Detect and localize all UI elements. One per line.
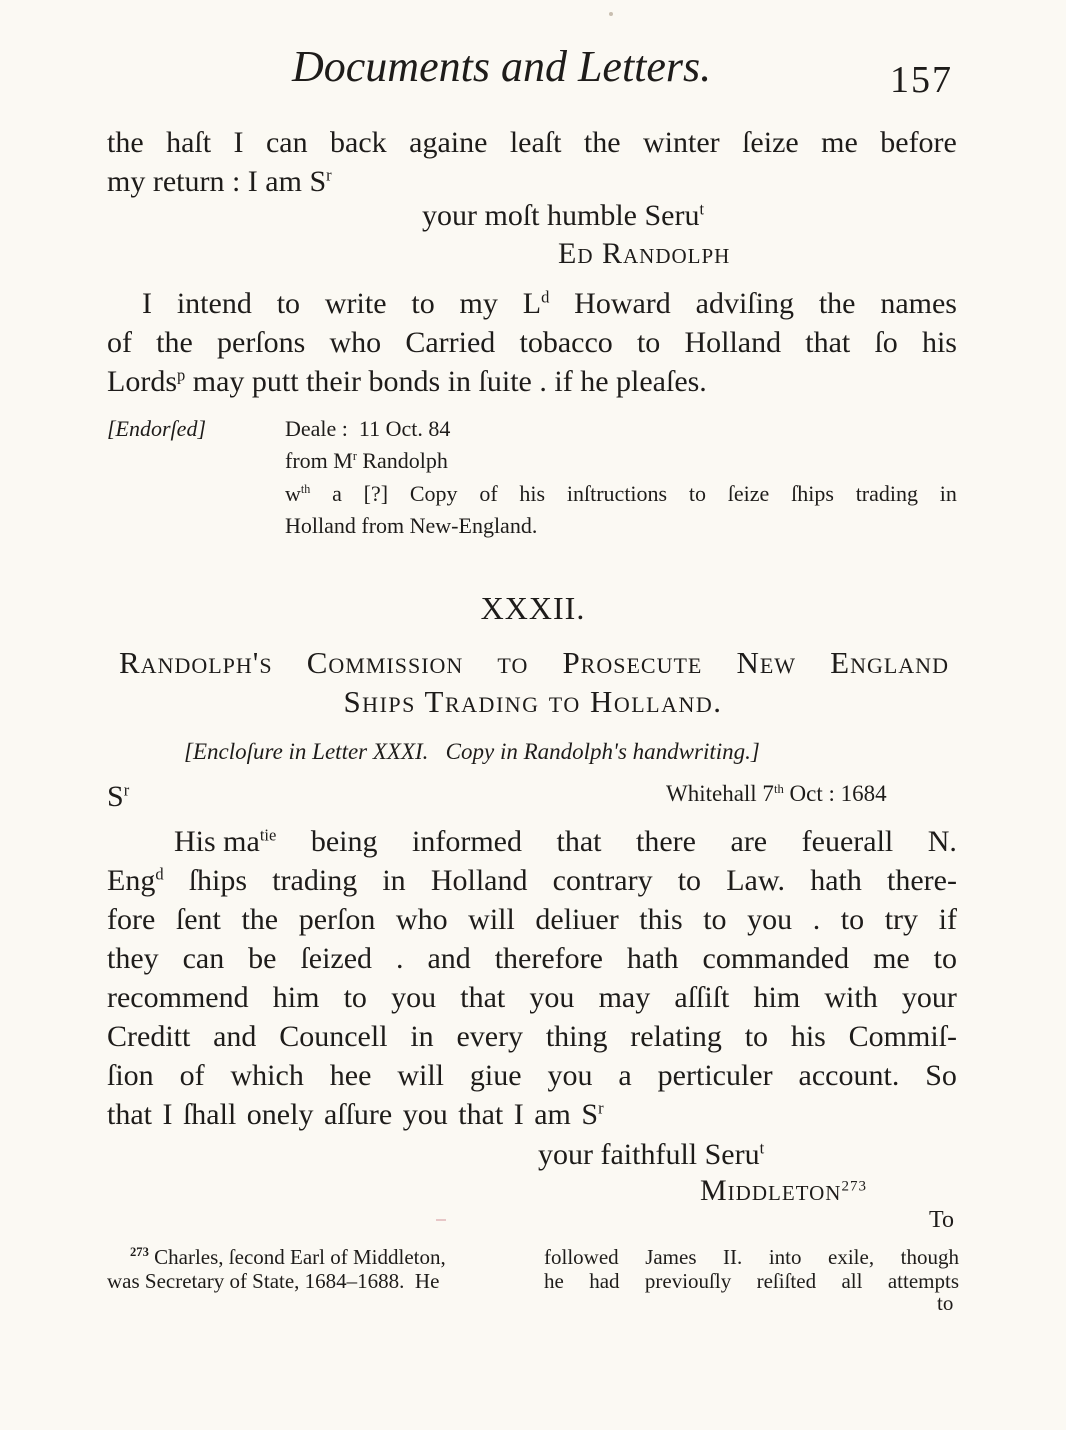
- word: you: [529, 981, 575, 1014]
- word: if: [938, 903, 957, 936]
- word: Councell: [279, 1020, 388, 1053]
- word: him: [272, 981, 320, 1014]
- letter2-dateline: [666, 780, 887, 808]
- word: to: [744, 1020, 769, 1053]
- footnote-right-line-2: [544, 1269, 959, 1293]
- word: New: [736, 645, 797, 680]
- dateline-place: Whitehall 7: [666, 781, 774, 806]
- word: his: [790, 1020, 826, 1053]
- word: all: [841, 1269, 863, 1293]
- word: of: [179, 1059, 205, 1092]
- word: followed: [544, 1245, 619, 1269]
- footnote-left-line-2: was Secretary of State, 1684–1688. He: [107, 1269, 440, 1293]
- letter2-closing: [538, 1140, 764, 1170]
- footnote-text: Charles, ſecond Earl of Middleton,: [148, 1245, 446, 1269]
- letter1-closing-text: your moſt humble Seru: [422, 199, 700, 232]
- word: perſon: [298, 903, 376, 936]
- word: to: [703, 903, 727, 936]
- ps-word: Howard: [574, 287, 671, 320]
- l2-word: Eng: [107, 864, 156, 897]
- word: attempts: [887, 1269, 959, 1293]
- ps-lords: Lords: [107, 365, 177, 398]
- endorse-w: w: [285, 481, 301, 506]
- word: in: [410, 1020, 434, 1053]
- letter1-line-2: [107, 167, 332, 197]
- letter2-line-2: [107, 866, 957, 896]
- word: his: [921, 326, 957, 359]
- word: with: [824, 981, 878, 1014]
- word: leaſt: [509, 126, 562, 159]
- word: who: [329, 326, 382, 359]
- l2-word: hath: [810, 864, 862, 897]
- word: can: [182, 942, 225, 975]
- word: of: [107, 326, 132, 359]
- letter2-line-7: [107, 1061, 957, 1091]
- letter2-line-6: [107, 1022, 957, 1052]
- section-title-line-2: Ships Trading to Holland.: [343, 684, 723, 719]
- l2-word: to: [677, 864, 702, 897]
- sup-d: d: [541, 287, 550, 307]
- section-title-line-1: [119, 645, 949, 681]
- word: James: [645, 1245, 697, 1269]
- sup-r: r: [598, 1098, 604, 1118]
- word: Holland: [684, 326, 782, 359]
- signature-middleton: Middleton: [700, 1174, 842, 1207]
- word: your: [901, 981, 957, 1014]
- word: try: [884, 903, 919, 936]
- l2-word: there-: [887, 864, 957, 897]
- letter1-signature: Ed Randolph: [558, 237, 731, 270]
- ps-word: to: [276, 287, 301, 320]
- endorse-word: in: [939, 481, 957, 506]
- word: hath: [626, 942, 679, 975]
- postscript-line-2: [107, 328, 957, 358]
- word: haſt: [166, 126, 212, 159]
- dateline-date: Oct : 1684: [783, 781, 887, 806]
- ps-word-lord: [523, 289, 550, 319]
- ps-word: intend: [176, 287, 252, 320]
- word: thing: [545, 1020, 608, 1053]
- word: tobacco: [519, 326, 613, 359]
- word: commanded: [702, 942, 850, 975]
- word: though: [900, 1245, 959, 1269]
- word: to: [933, 942, 957, 975]
- l2-word: contrary: [552, 864, 653, 897]
- page-mark: [436, 1219, 446, 1221]
- footnote-ref: 273: [841, 1178, 867, 1195]
- l2-word: informed: [412, 825, 522, 858]
- word: me: [821, 126, 858, 159]
- word: the: [156, 326, 193, 359]
- endorsement-label: [Endorſed]: [107, 416, 206, 441]
- word: recommend: [107, 981, 249, 1014]
- ps-word: to: [411, 287, 435, 320]
- word: will: [397, 1059, 444, 1092]
- ps-word: adviſing: [695, 287, 794, 320]
- ps-word: the: [818, 287, 856, 320]
- word: England: [830, 645, 949, 680]
- endorsement-line-3: [285, 482, 957, 506]
- endorse-with: [285, 482, 310, 506]
- word: winter: [643, 126, 720, 159]
- footnote-left-line-1: [130, 1245, 446, 1269]
- l2-word: in: [382, 864, 406, 897]
- word: who: [395, 903, 448, 936]
- letter2-line-4: [107, 944, 957, 974]
- word: to: [497, 645, 529, 680]
- word: II.: [723, 1245, 743, 1269]
- word: that: [805, 326, 851, 359]
- word: you: [747, 903, 793, 936]
- l2-word: His ma: [174, 825, 260, 858]
- sup-r: r: [123, 780, 130, 800]
- word: the: [241, 903, 279, 936]
- endorse-word: his: [519, 481, 546, 506]
- word: ſion: [107, 1059, 154, 1092]
- postscript-line-1: [142, 289, 957, 319]
- endorsement-line-2: [285, 449, 448, 473]
- running-title: Documents and Letters.: [292, 42, 712, 91]
- word: may: [598, 981, 651, 1014]
- word: a: [618, 1059, 632, 1092]
- l2-word: ſhips: [188, 864, 248, 897]
- sup-r: r: [326, 165, 332, 185]
- endorse-word: to: [688, 481, 707, 506]
- postscript-line-3: [107, 367, 707, 397]
- l2-word: feuerall: [801, 825, 894, 858]
- letter2-line-3: [107, 905, 957, 935]
- word: can: [265, 126, 308, 159]
- section-number: XXXII.: [480, 590, 586, 626]
- page-number: 157: [890, 59, 953, 101]
- word: Creditt: [107, 1020, 191, 1053]
- l2-word: there: [636, 825, 696, 858]
- enclosure-note: [Encloſure in Letter XXXI. Copy in Randolph's handwriting.]: [184, 739, 760, 764]
- word: had: [589, 1269, 620, 1293]
- word: will: [468, 903, 515, 936]
- word: hee: [329, 1059, 372, 1092]
- word: which: [230, 1059, 304, 1092]
- l2-word: Law.: [726, 864, 786, 897]
- word: exile,: [828, 1245, 875, 1269]
- word: Randolph's: [119, 645, 273, 680]
- ps-word: write: [324, 287, 387, 320]
- word: that: [460, 981, 506, 1014]
- word: ſent: [175, 903, 221, 936]
- sup-d: d: [155, 864, 164, 884]
- word: perticuler: [657, 1059, 773, 1092]
- word: account.: [798, 1059, 900, 1092]
- word: ſeize: [742, 126, 799, 159]
- word: againe: [409, 126, 488, 159]
- word: deliuer: [535, 903, 619, 936]
- word: aſſiſt: [674, 981, 730, 1014]
- word: and: [213, 1020, 257, 1053]
- l2-word: N.: [927, 825, 957, 858]
- l2-word-majesty: [174, 827, 276, 857]
- l2-word: that: [556, 825, 602, 858]
- letter2-salutation: [107, 780, 129, 814]
- sup-p: p: [177, 365, 186, 385]
- sup-t: t: [759, 1138, 765, 1158]
- ps-word: I: [142, 287, 152, 320]
- letter2-signature: [700, 1176, 867, 1206]
- word: So: [925, 1059, 957, 1092]
- letter2-line-8: [107, 1100, 604, 1130]
- word: you: [391, 981, 437, 1014]
- endorse-word: trading: [855, 481, 919, 506]
- word: be: [248, 942, 277, 975]
- footnote-right-line-1: [544, 1245, 959, 1269]
- sup-th: th: [773, 781, 784, 796]
- word: giue: [469, 1059, 522, 1092]
- word: they: [107, 942, 159, 975]
- word: into: [768, 1245, 802, 1269]
- word: ſeized: [300, 942, 373, 975]
- word: and: [427, 942, 471, 975]
- ps-word: names: [880, 287, 957, 320]
- word: Prosecute: [562, 645, 703, 680]
- l2-word: being: [310, 825, 378, 858]
- word: I: [233, 126, 244, 159]
- letter2-line-5: [107, 983, 957, 1013]
- endorse-word: a: [332, 481, 342, 506]
- word: relating: [630, 1020, 722, 1053]
- catchword: To: [929, 1207, 954, 1233]
- word: Commission: [306, 645, 464, 680]
- letter1-line-1: [107, 128, 957, 158]
- endorsement-line-1: Deale : 11 Oct. 84: [285, 416, 451, 441]
- word: you: [547, 1059, 593, 1092]
- l2-word-england: [107, 866, 164, 896]
- word: to: [636, 326, 661, 359]
- word: .: [812, 903, 821, 936]
- ps-line-3-rest: may putt their bonds in ſuite . if he pleaſes.: [185, 365, 707, 398]
- word: every: [456, 1020, 524, 1053]
- word: the: [583, 126, 621, 159]
- endorsement-line-4: Holland from New-England.: [285, 513, 538, 538]
- word: previouſly: [644, 1269, 732, 1293]
- sup-tie: tie: [259, 825, 277, 845]
- word: he: [544, 1269, 564, 1293]
- sup-t: t: [699, 199, 705, 219]
- endorse-word: of: [479, 481, 498, 506]
- word: to: [840, 903, 865, 936]
- l2-closing-text: your faithfull Seru: [538, 1138, 760, 1171]
- letter2-line-1: [174, 827, 957, 857]
- endorse-word: ſhips: [791, 481, 834, 506]
- salutation-s: S: [107, 780, 124, 813]
- word: reſiſted: [756, 1269, 817, 1293]
- footnote-right-line-3: to: [937, 1291, 954, 1315]
- letter1-closing: [422, 201, 704, 231]
- endorse-word: inſtructions: [566, 481, 668, 506]
- sup-th: th: [300, 482, 311, 497]
- word: back: [330, 126, 387, 159]
- word: fore: [107, 903, 156, 936]
- word: Commiſ-: [848, 1020, 957, 1053]
- ps-word: my: [459, 287, 498, 320]
- word: Carried: [405, 326, 496, 359]
- l2-word: are: [730, 825, 768, 858]
- footnote-number: 273: [130, 1244, 149, 1259]
- word: to: [343, 981, 367, 1014]
- page-speck: [609, 12, 613, 16]
- endorse-word: ſeize: [727, 481, 770, 506]
- word: before: [880, 126, 957, 159]
- l2-line-8-text: that I ſhall onely aſſure you that I am S: [107, 1098, 599, 1131]
- word: perſons: [217, 326, 306, 359]
- endorse-word: [?]: [363, 481, 389, 506]
- word: him: [753, 981, 801, 1014]
- word: me: [873, 942, 910, 975]
- ps-word: L: [522, 287, 542, 320]
- letter1-line-2-text: my return : I am S: [107, 165, 327, 198]
- word: ſo: [874, 326, 898, 359]
- endorse-from: from M: [285, 448, 353, 473]
- l2-word: Holland: [430, 864, 528, 897]
- l2-word: trading: [272, 864, 358, 897]
- word: the: [107, 126, 144, 159]
- word: therefore: [494, 942, 603, 975]
- endorse-name: Randolph: [356, 448, 448, 473]
- sup-r: r: [352, 449, 357, 464]
- endorse-word: Copy: [409, 481, 458, 506]
- word: .: [396, 942, 404, 975]
- word: this: [639, 903, 683, 936]
